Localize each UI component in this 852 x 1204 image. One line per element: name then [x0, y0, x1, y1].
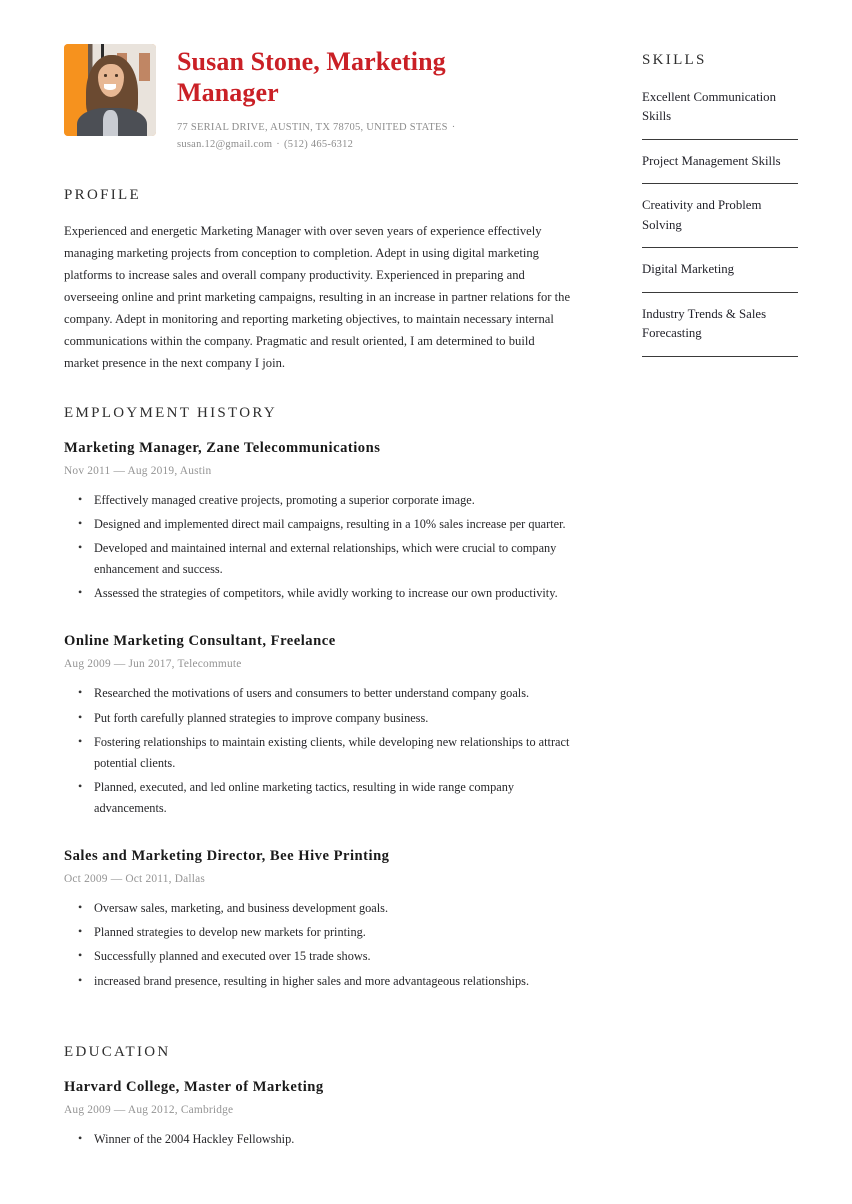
profile-photo-image [64, 44, 156, 136]
skill-item: Excellent Communication Skills [642, 88, 798, 140]
section-profile [64, 187, 572, 374]
skill-item: Industry Trends & Sales Forecasting [642, 305, 798, 357]
list-item: • increased brand presence, resulting in higher sales and more advantageous relationships. [94, 971, 572, 992]
entry-bullet-list [64, 683, 572, 819]
list-item: • Fostering relationships to maintain existing clients, while developing new relationships to attract potential clients. [94, 732, 572, 774]
entry-title: Sales and Marketing Director, Bee Hive Printing [64, 848, 390, 865]
list-item: • Effectively managed creative projects, promoting a superior corporate image. [94, 490, 572, 511]
sidebar [642, 52, 798, 357]
list-item: • Designed and implemented direct mail campaigns, resulting in a 10% sales increase per quarter. [94, 514, 572, 535]
entry-title: Harvard College, Master of Marketing [64, 1078, 324, 1095]
skill-item: Creativity and Problem Solving [642, 196, 798, 248]
list-item: • Successfully planned and executed over 15 trade shows. [94, 946, 572, 967]
skills-heading: SKILLS [642, 52, 707, 68]
entry-meta: Aug 2009 — Jun 2017, Telecommute [64, 658, 242, 671]
photo-shirt [103, 110, 119, 136]
skill-item: Project Management Skills [642, 152, 798, 184]
list-item: • Winner of the 2004 Hackley Fellowship. [94, 1129, 572, 1150]
employment-entry [64, 439, 572, 605]
main-column [64, 44, 572, 1180]
entry-bullet-list [64, 1129, 572, 1150]
contact-address: 77 SERIAL DRIVE, AUSTIN, TX 78705, UNITED STATES [177, 122, 448, 134]
list-item: • Put forth carefully planned strategies to improve company business. [94, 708, 572, 729]
list-item: • Researched the motivations of users and consumers to better understand company goals. [94, 683, 572, 704]
entry-bullet-list [64, 490, 572, 605]
profile-text: Experienced and energetic Marketing Manager with over seven years of experience effectively managing marketing projects from conception to completion. Adept in using digital marketing platforms to increase sales and overall company productivity. Experienced in preparing and overseeing online and print marketing campaigns, resulting in an increase in partner relations for the company. Adept in monitoring and reporting marketing objectives, to maintain necessary internal communications within the company. Pragmatic and result oriented, I am determined to build market presence in the next company I join. [64, 224, 571, 370]
employment-heading: EMPLOYMENT HISTORY [64, 404, 277, 421]
contact-details [177, 119, 477, 153]
employment-entry [64, 847, 572, 992]
skill-item: Digital Marketing [642, 260, 798, 292]
education-heading: EDUCATION [64, 1043, 171, 1060]
list-item: • Developed and maintained internal and external relationships, which were crucial to company enhancement and success. [94, 538, 572, 580]
page-title: Susan Stone, Marketing Manager [177, 47, 446, 108]
entry-title: Marketing Manager, Zane Telecommunications [64, 439, 381, 456]
list-item: • Assessed the strategies of competitors, while avidly working to increase our own productivity. [94, 583, 572, 604]
avatar [64, 44, 156, 136]
contact-separator-1: · [451, 122, 456, 134]
list-item: • Planned, executed, and led online marketing tactics, resulting in wide range company advancements. [94, 777, 572, 819]
entry-meta: Oct 2009 — Oct 2011, Dallas [64, 873, 206, 886]
education-entry [64, 1078, 572, 1150]
entry-meta: Nov 2011 — Aug 2019, Austin [64, 464, 212, 477]
entry-meta: Aug 2009 — Aug 2012, Cambridge [64, 1103, 234, 1116]
profile-heading: PROFILE [64, 187, 141, 204]
employment-entry [64, 632, 572, 819]
contact-email[interactable]: susan.12@gmail.com [177, 139, 273, 151]
section-employment-history [64, 405, 572, 992]
section-education [64, 1044, 572, 1150]
photo-window-b [139, 53, 150, 81]
entry-title: Online Marketing Consultant, Freelance [64, 633, 336, 650]
contact-phone[interactable]: (512) 465-6312 [284, 139, 354, 151]
contact-separator-2: · [276, 139, 280, 151]
header-text-block [156, 44, 572, 153]
resume-header [64, 44, 572, 153]
list-item: • Oversaw sales, marketing, and business development goals. [94, 898, 572, 919]
entry-bullet-list [64, 898, 572, 992]
list-item: • Planned strategies to develop new markets for printing. [94, 922, 572, 943]
